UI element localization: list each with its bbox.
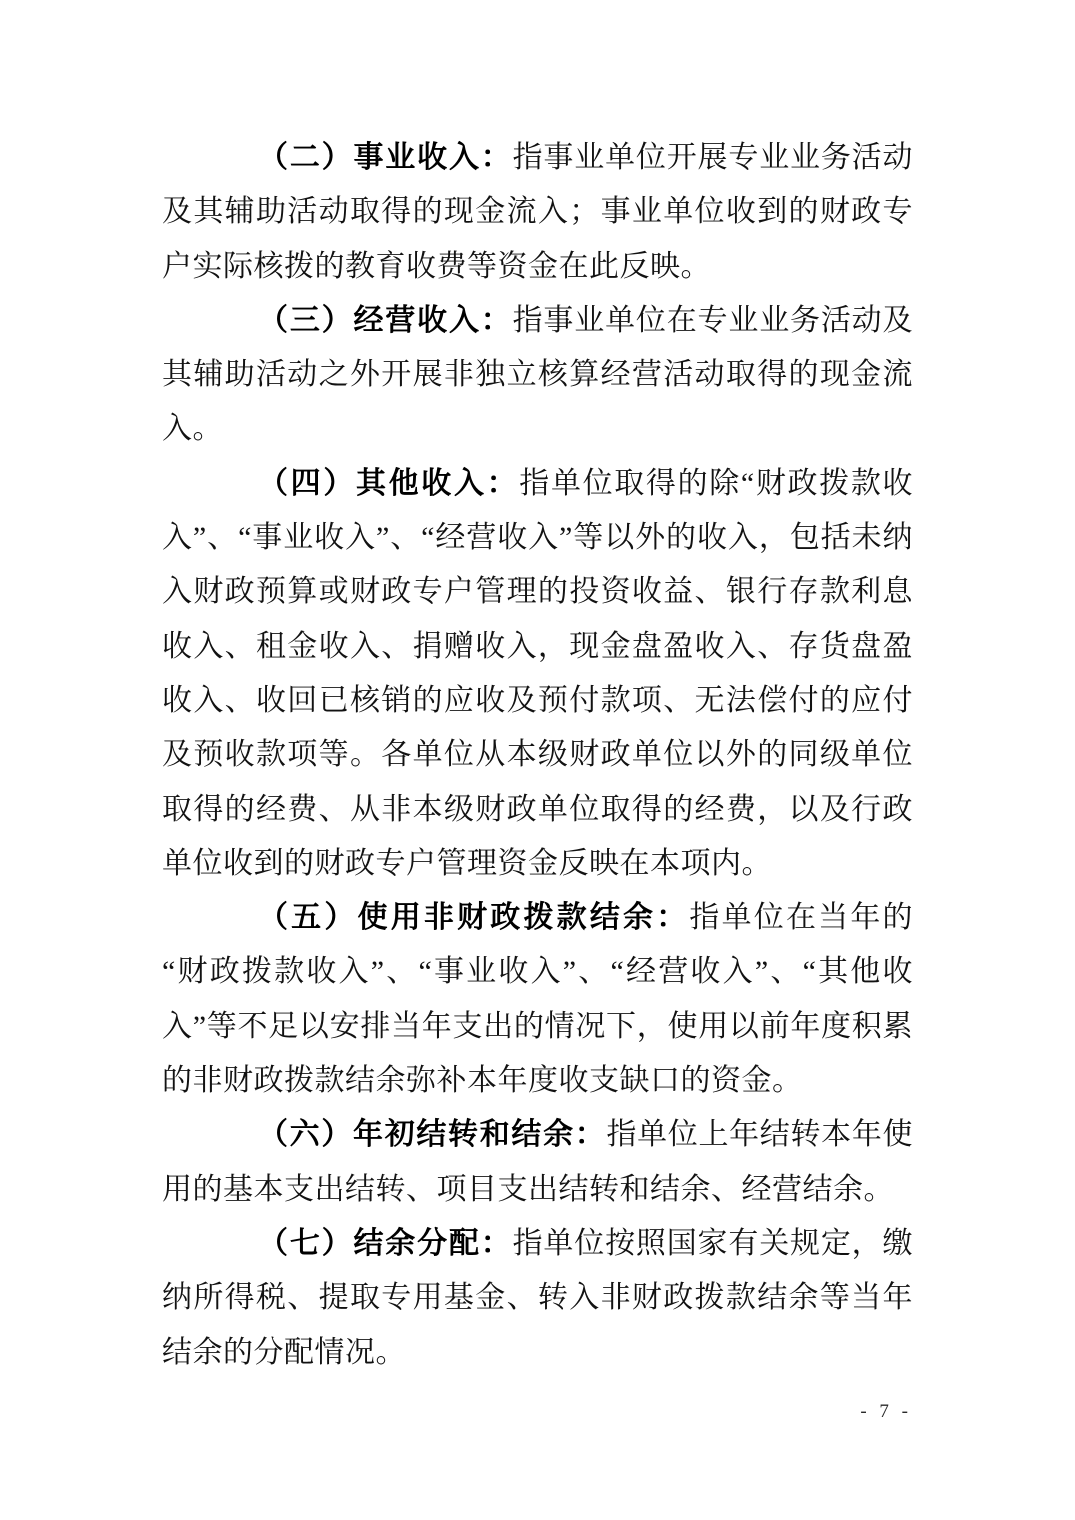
paragraph-shiyong-fei-caizheng-bokuan-jieyu — [162, 891, 913, 1108]
paragraph-qita-shouru-label: （四）其他收入： — [258, 466, 520, 500]
paragraph-jingying-shouru — [162, 294, 913, 457]
paragraph-jingying-shouru-label: （三）经营收入： — [258, 303, 513, 337]
paragraph-shiyong-fei-caizheng-bokuan-jieyu-text: 指单位在当年的“财政拨款收入”、“事业收入”、“经营收入”、“其他收入”等不足以安排当年支出的情况下，使用以前年度积累的非财政拨款结余弥补本年度收支缺口的资金。 — [162, 901, 914, 1098]
page-number: - 7 - — [860, 1401, 912, 1422]
paragraph-nianchu-jiezhuan-he-jieyu-label: （六）年初结转和结余： — [258, 1118, 607, 1152]
paragraph-nianchu-jiezhuan-he-jieyu — [162, 1108, 913, 1217]
paragraph-shiye-shouru — [162, 131, 913, 294]
paragraph-shiye-shouru-text: 指事业单位开展专业业务活动及其辅助活动取得的现金流入；事业单位收到的财政专户实际核拨的教育收费等资金在此反映。 — [162, 141, 914, 283]
paragraph-shiyong-fei-caizheng-bokuan-jieyu-label: （五）使用非财政拨款结余： — [258, 901, 690, 935]
paragraph-jieyu-fenpei-label: （七）结余分配： — [258, 1226, 513, 1260]
paragraph-qita-shouru-text: 指单位取得的除“财政拨款收入”、“事业收入”、“经营收入”等以外的收入，包括未纳入财政预算或财政专户管理的投资收益、银行存款利息收入、租金收入、捐赠收入，现金盘盈收入、存货盘盈收入、收回已核销的应收及预付款项、无法偿付的应付及预收款项等。各单位从本级财政单位以外的同级单位取得的经费、从非本级财政单位取得的经费，以及行政单位收到的财政专户管理资金反映在本项内。 — [162, 466, 913, 880]
document-body — [162, 131, 913, 1380]
paragraph-jieyu-fenpei — [162, 1217, 913, 1380]
paragraph-nianchu-jiezhuan-he-jieyu-text: 指单位上年结转本年使用的基本支出结转、项目支出结转和结余、经营结余。 — [162, 1118, 914, 1206]
paragraph-jieyu-fenpei-text: 指单位按照国家有关规定，缴纳所得税、提取专用基金、转入非财政拨款结余等当年结余的分配情况。 — [162, 1226, 914, 1369]
paragraph-jingying-shouru-text: 指事业单位在专业业务活动及其辅助活动之外开展非独立核算经营活动取得的现金流入。 — [162, 303, 914, 446]
paragraph-qita-shouru — [162, 457, 913, 891]
paragraph-shiye-shouru-label: （二）事业收入： — [258, 141, 513, 174]
